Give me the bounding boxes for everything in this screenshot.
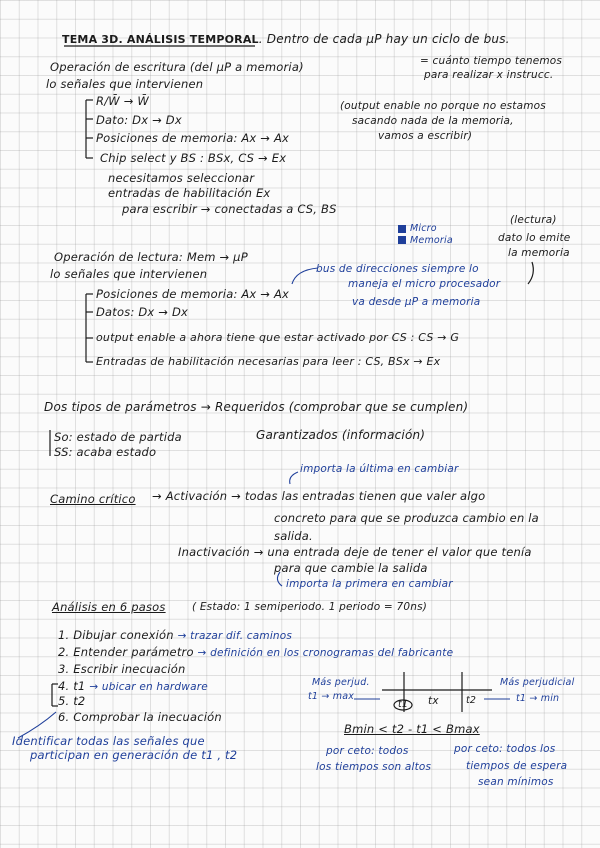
read-oe: output enable a ahora tiene que estar activado por CS : CS → G [96,331,460,344]
title-rest: . Dentro de cada µP hay un ciclo de bus. [258,32,510,46]
analisis-heading: Análisis en 6 pasos [52,600,166,614]
lectura-note-1: (lectura) [510,214,557,226]
write-pos: Posiciones de memoria: Ax → Ax [96,131,290,145]
camino-critico: Camino crítico [50,492,136,506]
read-entradas: Entradas de habilitación necesarias para leer : CS, BSx → Ex [96,355,441,368]
import-last: importa la última en cambiar [300,463,459,475]
bus-note-1: bus de direcciones siempre lo [316,263,479,275]
inequality: Bmin < t2 - t1 < Bmax [344,722,480,736]
inactivacion: Inactivación → una entrada deje de tener el valor que tenía [178,545,532,559]
read-datos: Datos: Dx → Dx [96,305,189,319]
write-need-1: necesitamos seleccionar [108,171,255,185]
paso-4 [58,679,208,694]
read-op-heading: Operación de lectura: Mem → µP [54,250,248,264]
paso-6: 6. Comprobar la inecuación [58,710,222,724]
note-top-1: = cuánto tiempo tenemos [420,55,563,67]
paso-4-text: 4. t1 [58,679,86,693]
paso-1 [58,628,292,643]
estado-note: ( Estado: 1 semiperiodo. 1 periodo = 70ns) [192,601,428,613]
identificar-2: participan en generación de t1 , t2 [30,748,238,762]
params-line: Dos tipos de parámetros → Requeridos (comprobar que se cumplen) [44,400,469,414]
page-title [62,32,510,47]
oe-note-1: (output enable no porque no estamos [340,100,546,112]
lectura-note-3: la memoria [508,247,570,259]
mas-perj-1: Más perjud. [312,677,370,688]
write-rw: R/W̄ → W̄ [96,94,149,108]
write-need-3: para escribir → conectadas a CS, BS [122,202,337,216]
paso-1-note: → trazar dif. caminos [177,630,293,642]
write-signals: lo señales que intervienen [46,77,204,91]
read-signals: lo señales que intervienen [50,267,208,281]
mas-perj-1b: t1 → max [308,691,355,702]
tx-label: tx [428,695,439,707]
paso-3: 3. Escribir inecuación [58,662,186,676]
read-pos: Posiciones de memoria: Ax → Ax [96,287,290,301]
por-ceto-2: por ceto: todos los [454,743,556,755]
por-ceto-2b: tiempos de espera [466,760,568,772]
mas-perj-2: Más perjudicial [500,677,575,688]
activacion-2: concreto para que se produzca cambio en la [274,511,539,525]
title-main: TEMA 3D. ANÁLISIS TEMPORAL [62,33,259,46]
identificar-1: Identificar todas las señales que [12,734,205,748]
inactivacion-2: para que cambie la salida [274,561,428,575]
write-op-heading: Operación de escritura (del µP a memoria) [50,60,304,74]
t1-label: t1 [398,699,409,710]
mas-perj-2b: t1 → min [516,693,560,704]
paso-2-text: 2. Entender parámetro [58,645,194,659]
bus-note-2: maneja el micro procesador [348,278,501,290]
paso-2 [58,645,453,660]
lectura-note-2: dato lo emite [498,232,571,244]
paso-4-note: → ubicar en hardware [89,681,208,693]
write-need-2: entradas de habilitación Ex [108,186,271,200]
legend-memoria: Memoria [410,235,453,246]
so-line: So: estado de partida [54,430,182,444]
legend-micro: Micro [410,223,437,234]
write-chip: Chip select y BS : BSx, CS → Ex [100,151,287,165]
import-first: importa la primera en cambiar [286,578,453,590]
por-ceto-2c: sean mínimos [478,776,554,788]
t2-label: t2 [466,695,477,706]
paso-2-note: → definición en los cronogramas del fabricante [197,647,454,659]
write-dato: Dato: Dx → Dx [96,113,182,127]
activacion-3: salida. [274,529,313,543]
note-top-2: para realizar x instrucc. [424,69,554,81]
oe-note-3: vamos a escribir) [378,130,473,142]
micro-legend-icon [398,225,406,233]
paso-5: 5. t2 [58,694,86,708]
paso-1-text: 1. Dibujar conexión [58,628,174,642]
activacion: → Activación → todas las entradas tienen que valer algo [152,489,486,503]
ss-line: SS: acaba estado [54,445,157,459]
garantizados: Garantizados (información) [256,428,426,442]
oe-note-2: sacando nada de la memoria, [352,115,514,127]
memoria-legend-icon [398,236,406,244]
por-ceto-1: por ceto: todos [326,745,409,757]
por-ceto-1b: los tiempos son altos [316,761,432,773]
bus-note-3: va desde µP a memoria [352,296,481,308]
